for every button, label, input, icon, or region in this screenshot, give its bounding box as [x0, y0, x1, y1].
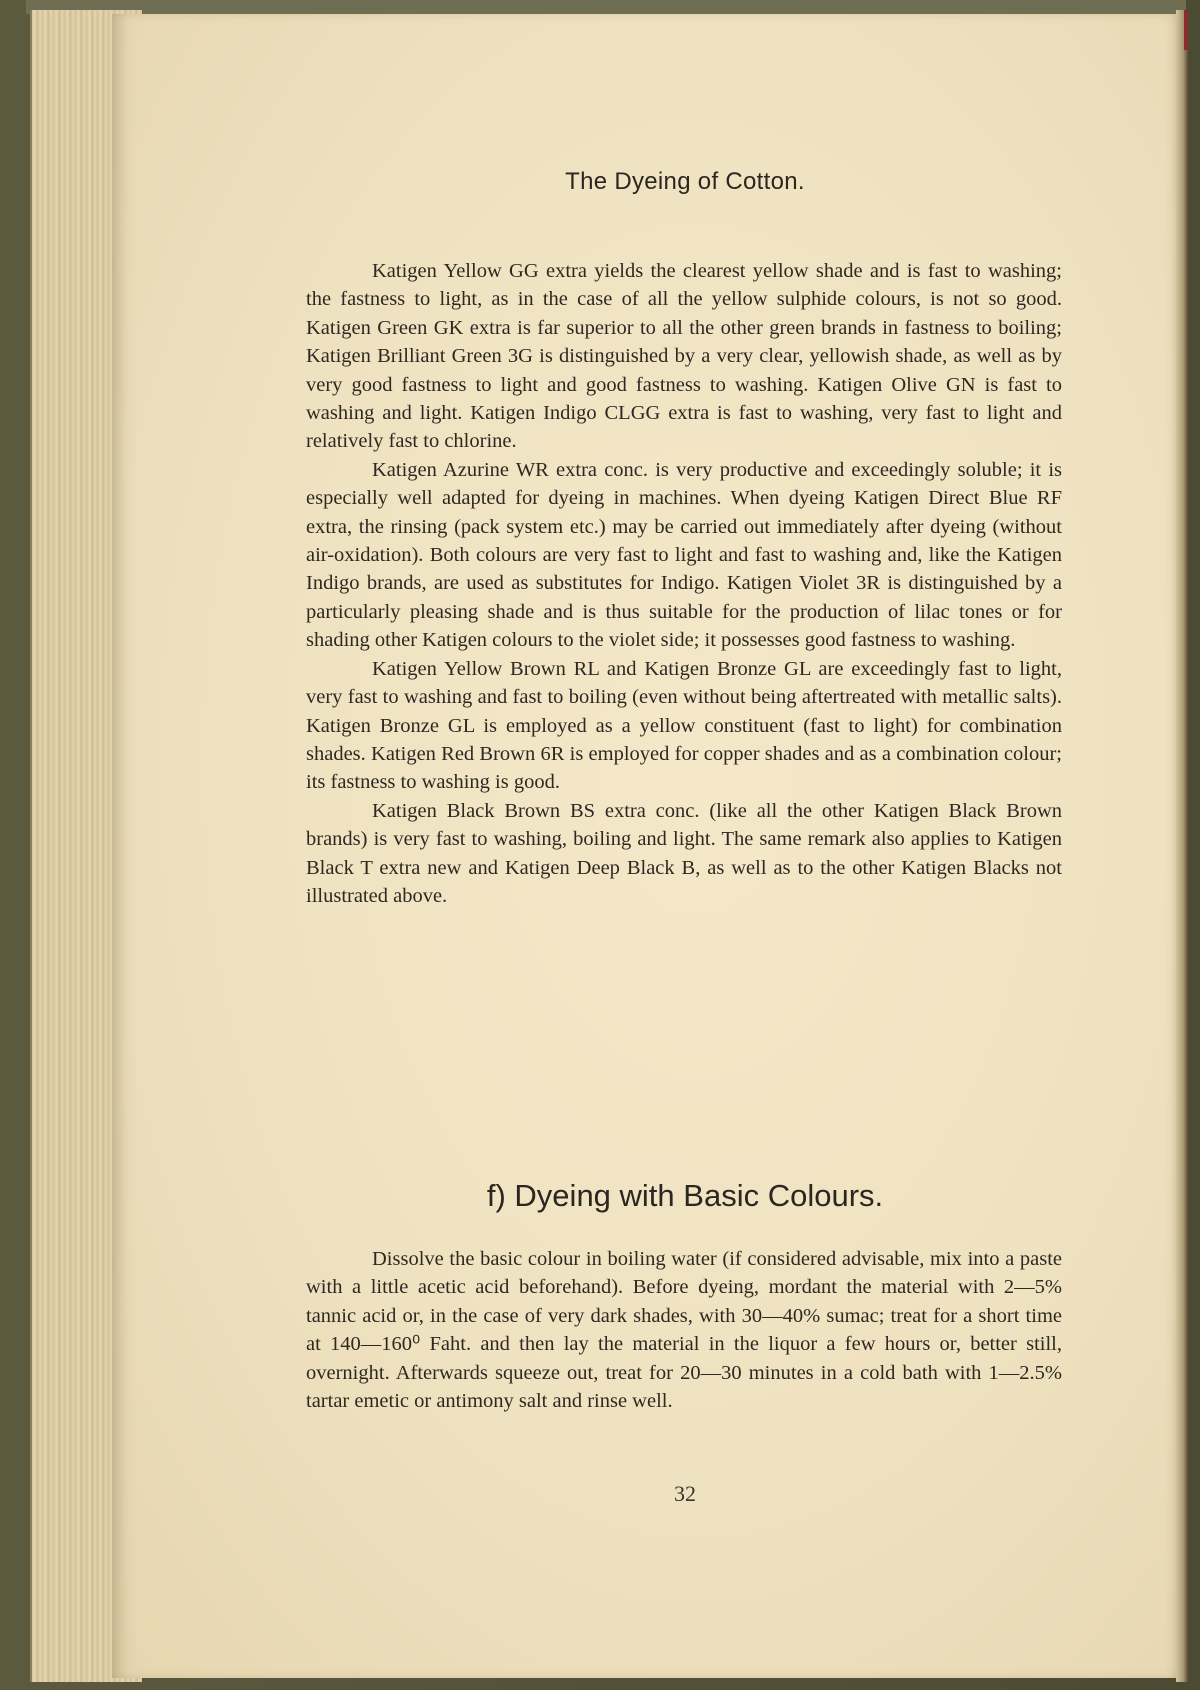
book-cover-edge	[26, 0, 1186, 14]
paragraph: Katigen Black Brown BS extra conc. (like all the other Katigen Black Brown brands) is very fast to washing, boiling and light. The same remark also applies to Katigen Black T extra new and Katigen Deep Black B, as well as to the other Katigen Blacks not illustrated above.	[306, 799, 1062, 907]
right-cover-edge	[1176, 10, 1188, 1682]
running-head: The Dyeing of Cotton.	[565, 168, 805, 195]
body-text-top	[306, 257, 1062, 910]
paragraph: Katigen Yellow Brown RL and Katigen Bronze GL are exceedingly fast to light, very fast to washing and fast to boiling (even without being aftertreated with metallic salts). Katigen Bronze GL is employed as a yellow constituent (fast to light) for combination shades. Katigen Red Brown 6R is employed for copper shades and as a combination colour; its fastness to washing is good.	[306, 657, 1062, 794]
section-heading: f) Dyeing with Basic Colours.	[486, 1178, 884, 1213]
paragraph: Katigen Azurine WR extra conc. is very productive and exceedingly soluble; it is especially well adapted for dyeing in machines. When dyeing Katigen Direct Blue RF extra, the rinsing (pack system etc.) may be carried out immediately after dyeing (without air-oxidation). Both colours are very fast to light and fast to washing and, like the Katigen Indigo brands, are used as substitutes for Indigo. Katigen Violet 3R is distinguished by a particularly pleasing shade and is thus suitable for the production of lilac tones or for shading other Katigen colours to the violet side; it possesses good fastness to washing.	[306, 458, 1062, 652]
body-text-bottom	[306, 1245, 1062, 1415]
paragraph: Katigen Yellow GG extra yields the clearest yellow shade and is fast to washing; the fastness to light, as in the case of all the yellow sulphide colours, is not so good. Katigen Green GK extra is far superior to all the other green brands in fastness to boiling; Katigen Brilliant Green 3G is distinguished by a very clear, yellowish shade, as well as by very good fastness to light and good fastness to washing. Katigen Olive GN is fast to washing and light. Katigen Indigo CLGG extra is fast to washing, very fast to light and relatively fast to chlorine.	[306, 260, 1062, 453]
paragraph: Dissolve the basic colour in boiling water (if considered advisable, mix into a paste with a little acetic acid beforehand). Before dyeing, mordant the material with 2—5% tannic acid or, in the case of very dark shades, with 30—40% sumac; treat for a short time at 140—160⁰ Faht. and then lay the material in the liquor a few hours or, better still, overnight. Afterwards squeeze out, treat for 20—30 minutes in a cold bath with 1—2.5% tartar emetic or antimony salt and rinse well.	[306, 1248, 1062, 1413]
red-spine-mark	[1184, 10, 1188, 50]
page-number: 32	[674, 1481, 696, 1506]
